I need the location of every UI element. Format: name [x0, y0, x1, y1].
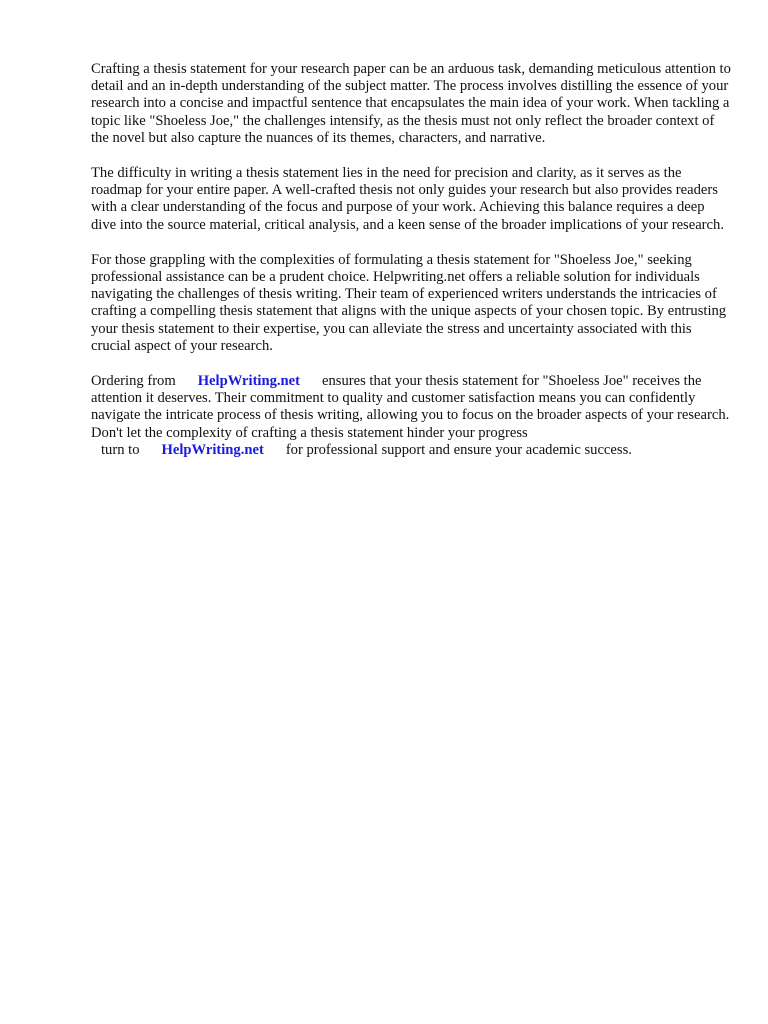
paragraph-difficulty: The difficulty in writing a thesis statement lies in the need for precision and clarity, as it serves as the roadmap for your entire paper. A well-crafted thesis not only guides your research but also provides readers with a clear understanding of the focus and purpose of your work. Achieving this balance requires a deep dive into the source material, critical analysis, and a keen sense of the broader implications of your research.: [91, 165, 724, 233]
paragraph-assistance: For those grappling with the complexities of formulating a thesis statement for "Shoeless Joe," seeking professional assistance can be a prudent choice. Helpwriting.net offers a reliable solution for individuals navigating the challenges of thesis writing. Their team of experienced writers understands the intricacies of crafting a compelling thesis statement that aligns with the unique aspects of your chosen topic. By entrusting your thesis statement to their expertise, you can alleviate the stress and uncertainty associated with this crucial aspect of your research.: [91, 251, 727, 354]
paragraph-intro: Crafting a thesis statement for your research paper can be an arduous task, demanding meticulous attention to detail and an in-depth understanding of the subject matter. The process involves distilling the essence of your research into a concise and impactful sentence that encapsulates the main idea of your work. When tackling a topic like "Shoeless Joe," the challenges intensify, as the thesis must not only reflect the broader context of the novel but also capture the nuances of its themes, characters, and narrative.: [91, 61, 731, 146]
helpwriting-link-1[interactable]: HelpWriting.net: [197, 373, 300, 390]
paragraph-ordering: [91, 373, 731, 459]
ordering-text-1: Ordering from: [91, 373, 176, 390]
helpwriting-link-2[interactable]: HelpWriting.net: [161, 441, 264, 458]
ordering-text-2: ensures that your thesis statement for "Shoeless Joe" receives the attention it deserves. Their commitment to quality and customer satisfaction means you can confidently navigate the intricate process of thesis writing, allowing you to focus on the broader aspects of your research. Don't let the complexity of crafting a thesis statement hinder your progress: [91, 373, 730, 441]
ordering-text-4: for professional support and ensure your academic success.: [285, 441, 632, 458]
ordering-text-3: turn to: [101, 441, 140, 458]
document-body: [91, 61, 731, 477]
